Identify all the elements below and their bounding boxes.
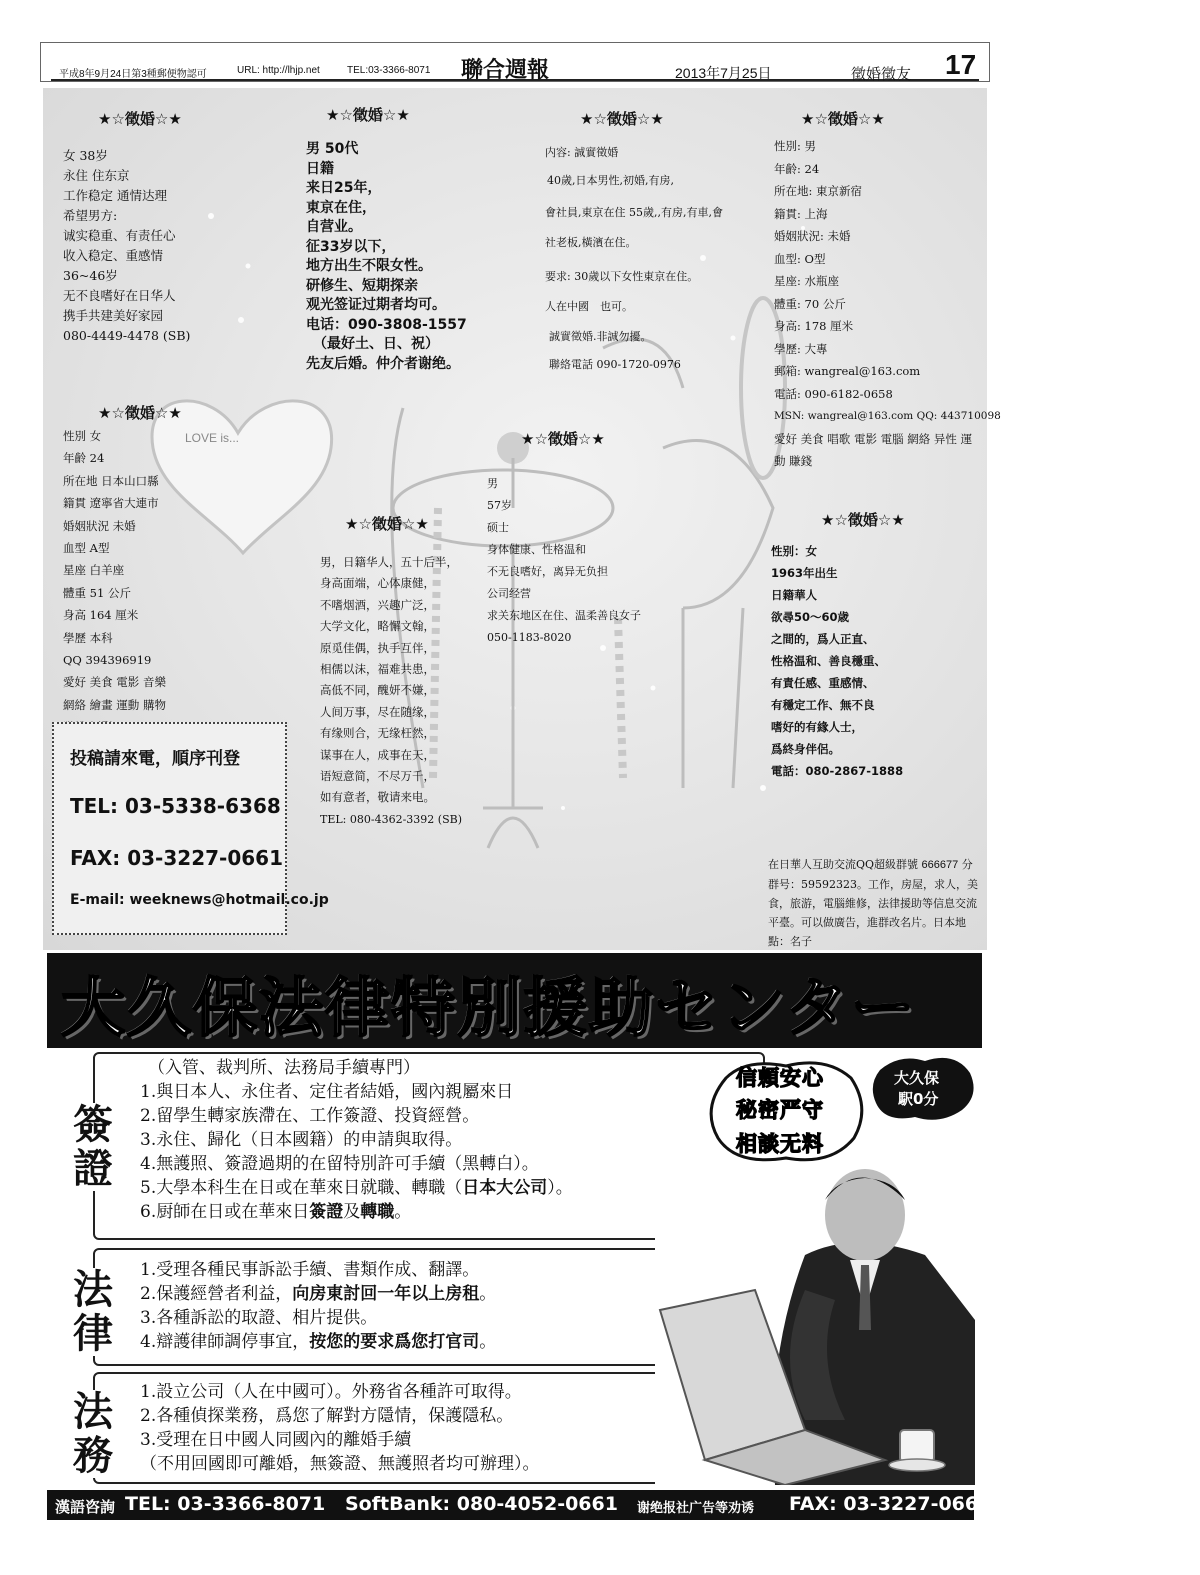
ad4-line: 電話: 090-6182-0658 xyxy=(774,386,893,401)
ad6-line: 不无良嗜好，离异无负担 xyxy=(487,565,608,578)
ad6-body xyxy=(487,473,641,649)
issue-date: 2013年7月25日 xyxy=(675,65,772,81)
header-tel: TEL:03-3366-8071 xyxy=(347,65,431,76)
ad4-line: MSN: wangreal@163.com QQ: 443710098 xyxy=(774,410,1001,422)
ad8-line: 爲終身伴侶。 xyxy=(771,742,840,756)
ad7-line: 如有意者，敬请来电。 xyxy=(320,790,435,805)
affairs-line: 2.各種偵探業務，爲您了解對方隱情，保護隱私。 xyxy=(140,1406,514,1426)
ad8-body xyxy=(771,540,903,782)
ad1-line: 无不良嗜好在日华人 xyxy=(63,288,176,303)
slogan-bubble xyxy=(706,1058,866,1162)
ad2-body xyxy=(306,140,467,374)
slogan-free-consultation: 相談无料 xyxy=(736,1132,824,1156)
law-line xyxy=(140,1282,496,1306)
ad3-line: 40歲,日本男性,初婚,有房, xyxy=(547,174,674,187)
ad7-body xyxy=(320,552,462,830)
visa-label xyxy=(68,1103,118,1191)
station-badge xyxy=(870,1055,976,1121)
visa-line-text: 5.大學本科生在日或在華來日就職、轉職（ xyxy=(140,1178,463,1198)
law-line-bold: 向房東討回一年以上房租 xyxy=(292,1284,480,1304)
slogan-trustworthy: 信頼安心 xyxy=(736,1066,824,1090)
ad2-line: 東京在住， xyxy=(306,199,376,216)
ad4-body xyxy=(774,135,1001,473)
visa-line: 1.與日本人、永住者、定住者結婚，國內親屬來日 xyxy=(140,1082,514,1102)
submission-tel: TEL: 03-5338-6368 xyxy=(70,794,281,818)
ad5-line: 學歷 本科 xyxy=(63,630,113,645)
visa-label-text: 簽證 xyxy=(73,1101,113,1192)
ad2-line: （最好土、日、祝） xyxy=(306,336,439,352)
ad5-line: 婚姻狀況 未婚 xyxy=(63,518,136,533)
ad8-line: 之間的，爲人正直、 xyxy=(771,632,875,646)
ad1-line: 携手共建美好家园 xyxy=(63,308,164,323)
law-list xyxy=(140,1258,496,1354)
ad8-line: 欲尋50～60歳 xyxy=(771,610,850,624)
ad3-line: 社老板,橫濱在住。 xyxy=(545,236,637,249)
ad1-line: 永住 住东京 xyxy=(63,168,130,183)
law-label-text: 法律 xyxy=(73,1266,113,1357)
visa-line-text: ）。 xyxy=(547,1178,573,1198)
ad6-line: 男 xyxy=(487,477,498,490)
section-name: 徵婚徵友 xyxy=(851,65,912,83)
submission-contact-box xyxy=(52,722,329,935)
ad5-line: 性別 女 xyxy=(63,429,102,443)
visa-line-bold: 簽證 xyxy=(309,1202,344,1222)
ad4-line: 年齡: 24 xyxy=(774,161,820,176)
ad3-line: 誠實徵婚.非誠勿擾。 xyxy=(549,330,652,343)
ad8-line: 1963年出生 xyxy=(771,566,838,580)
love-is-text: LOVE is... xyxy=(185,431,240,445)
ad4-line: 性別: 男 xyxy=(774,139,817,153)
ad8-line: 有穩定工作、無不良 xyxy=(771,698,875,712)
ad2-line: 观光签证过期者均可。 xyxy=(306,297,446,313)
ad2-line: 研修生、短期探亲 xyxy=(306,277,418,294)
ad4-line: 血型: O型 xyxy=(774,251,826,266)
ad2-line: 征33岁以下， xyxy=(306,238,396,255)
visa-list xyxy=(140,1056,573,1224)
postal-permit: 平成8年9月24日第3種郵便物認可 xyxy=(59,69,207,80)
ad5-body xyxy=(63,425,166,739)
ad4-line: 體重: 70 公斤 xyxy=(774,296,846,311)
ad4-line: 所在地: 東京新宿 xyxy=(774,184,863,198)
visa-line: （入管、裁判所、法務局手續專門） xyxy=(148,1058,420,1078)
ad5-title: ★☆徵婚☆★ xyxy=(98,404,182,422)
ad5-line: 年齡 24 xyxy=(63,451,105,466)
ad6-line: 050-1183-8020 xyxy=(487,631,572,644)
law-line-text: 。 xyxy=(479,1332,497,1352)
visa-line-text: 6.厨師在日或在華來日 xyxy=(140,1202,310,1222)
affairs-line: 3.受理在日中國人同國內的離婚手續 xyxy=(140,1430,412,1450)
ad8-line: 有責任感、重感情、 xyxy=(771,676,875,690)
affairs-line: 1.設立公司（人在中國可）。外務省各種許可取得。 xyxy=(140,1382,522,1402)
station-distance: 駅0分 xyxy=(898,1090,939,1108)
ad1-line: 工作稳定 通情达理 xyxy=(63,188,167,203)
ad5-line: 體重 51 公斤 xyxy=(63,585,131,600)
visa-line: 3.永住、歸化（日本國籍）的申請與取得。 xyxy=(140,1130,463,1150)
ad5-line: 血型 A型 xyxy=(63,541,110,556)
ad6-line: 硕士 xyxy=(487,521,509,534)
footer-fax: FAX: 03-3227-0661 xyxy=(789,1493,992,1515)
qq-notice-text-2: 分群号：59592323。工作，房屋，求人，美食，旅游，電腦維修，法律援助等信息交流平臺。可以做廣告，進群改名片。日本地點：名子 xyxy=(768,858,978,948)
ad5-line: 籍貫 遼寧省大連市 xyxy=(63,496,159,511)
ad5-line: 身高 164 厘米 xyxy=(63,608,139,623)
ad7-line: TEL: 080-4362-3392 (SB) xyxy=(320,812,462,826)
ad5-line: 星座 白羊座 xyxy=(63,563,125,578)
ad3-line: 人在中國 也可。 xyxy=(545,300,633,313)
ad4-line: 星座: 水瓶座 xyxy=(774,274,840,288)
ad7-line: 谋事在人，成事在天， xyxy=(320,747,435,762)
ad4-line[interactable]: 郵箱: wangreal@163.com xyxy=(774,364,921,378)
ad5-line: 所在地 日本山口縣 xyxy=(63,473,159,488)
ad2-title: ★☆徵婚☆★ xyxy=(326,106,410,124)
ad5-line: QQ 394396919 xyxy=(63,653,152,668)
ad-footer xyxy=(47,1490,992,1520)
submission-heading: 投稿請來電，順序刊登 xyxy=(70,749,240,769)
ad5-line: 愛好 美食 電影 音樂 xyxy=(63,675,166,690)
ad8-line: 性格温和、善良穩重、 xyxy=(771,654,886,668)
ad1-body xyxy=(63,146,190,346)
ad7-line: 身高面端，心体康健， xyxy=(320,576,435,591)
ad7-line: 人间万事，尽在随缘， xyxy=(320,704,435,719)
ad2-line: 先友后婚。仲介者谢绝。 xyxy=(306,355,460,372)
ad4-line: 學歷: 大專 xyxy=(774,341,828,356)
consult-label: 漢語咨詢 xyxy=(55,1498,116,1516)
ad6-title: ★☆徵婚☆★ xyxy=(521,430,605,448)
station-name: 大久保 xyxy=(894,1069,940,1087)
visa-line-text: 及 xyxy=(343,1202,361,1222)
visa-line xyxy=(140,1176,573,1200)
ad3-line: 會社員,東京在住 55歲,,有房,有車,會 xyxy=(545,206,723,219)
ad3-line: 聯絡電話 090-1720-0976 xyxy=(549,358,681,371)
ad6-line: 身体健康、性格温和 xyxy=(487,543,586,556)
ad7-line: 高低不同，醜妍不嫌， xyxy=(320,683,435,698)
header-url[interactable]: URL: http://lhjp.net xyxy=(237,65,320,76)
visa-line: 4.無護照、簽證過期的在留特別許可手續（黑轉白）。 xyxy=(140,1154,539,1174)
law-line-bold: 按您的要求爲您打官司 xyxy=(309,1332,480,1352)
banner-title: 大久保法律特別援助センター xyxy=(61,972,917,1046)
ad4-line: 愛好 美食 唱歌 電影 電腦 網絡 异性 運 xyxy=(774,431,973,446)
ad4-title: ★☆徵婚☆★ xyxy=(801,110,885,128)
ad2-line: 地方出生不限女性。 xyxy=(306,258,432,274)
visa-line-bold: 日本大公司 xyxy=(462,1178,548,1198)
ad7-title: ★☆徵婚☆★ xyxy=(345,515,429,533)
law-line: 1.受理各種民事訴訟手續、書類作成、翻譯。 xyxy=(140,1260,480,1280)
ad1-line: 诚实稳重、有责任心 xyxy=(63,228,176,243)
ad7-line: 有缘则合，无缘枉然， xyxy=(320,726,435,741)
masthead: 聯合週報 xyxy=(461,58,550,83)
ad3-title: ★☆徵婚☆★ xyxy=(580,110,664,128)
qq-group-number: 666677 xyxy=(921,859,959,871)
law-line-text: 。 xyxy=(479,1284,497,1304)
law-line xyxy=(140,1330,496,1354)
law-label xyxy=(68,1268,118,1356)
ad7-line: 男，日籍华人，五十后半， xyxy=(320,555,458,569)
qq-notice-text: 在日華人互助交流QQ超級群號 xyxy=(768,858,922,871)
ad3-body xyxy=(545,144,723,378)
ad2-line: 来日25年， xyxy=(306,180,382,196)
ad2-line: 男 50代 xyxy=(306,141,359,157)
page-number: 17 xyxy=(945,49,977,80)
ad6-line: 公司经营 xyxy=(487,587,531,600)
law-line-text: 4.辯護律師調停事宜， xyxy=(140,1332,310,1352)
qq-group-notice xyxy=(768,855,982,951)
slogan-confidential: 秘密严守 xyxy=(736,1098,824,1122)
ad8-line: 嗜好的有緣人士， xyxy=(771,720,863,734)
ad1-line: 女 38岁 xyxy=(63,148,108,163)
affairs-list xyxy=(140,1380,540,1476)
ad8-line: 日籍華人 xyxy=(771,588,817,602)
visa-line-text: 。 xyxy=(394,1202,412,1222)
legal-center-banner xyxy=(47,953,982,1048)
ad8-line: 性别：女 xyxy=(771,544,817,558)
ad4-line: 籍貫: 上海 xyxy=(774,206,828,221)
ad3-line: 要求: 30歲以下女性東京在住。 xyxy=(545,270,699,283)
ad1-line: 36~46岁 xyxy=(63,268,118,283)
ad7-line: 不嗜烟酒，兴趣广泛， xyxy=(320,597,435,612)
ad1-line: 收入稳定、重感情 xyxy=(63,248,164,263)
page-header xyxy=(40,42,990,82)
ad8-title: ★☆徵婚☆★ xyxy=(821,511,905,529)
ad7-line: 相儒以沫，福难共患， xyxy=(320,662,435,677)
ad2-line: 电话：090-3808-1557 xyxy=(306,316,467,333)
ad4-line: 身高: 178 厘米 xyxy=(774,319,854,333)
ad8-line: 電話：080-2867-1888 xyxy=(771,764,904,778)
ad7-line: 语短意简，不尽万千， xyxy=(320,769,435,784)
ad2-line: 日籍 xyxy=(306,160,334,177)
footer-softbank: SoftBank: 080-4052-0661 xyxy=(345,1493,618,1515)
affairs-label xyxy=(68,1390,118,1478)
visa-line: 2.留學生轉家族滯在、工作簽證、投資經營。 xyxy=(140,1106,480,1126)
footer-tel: TEL: 03-3366-8071 xyxy=(125,1493,326,1515)
ad2-line: 自营业。 xyxy=(306,219,362,235)
ad1-title: ★☆徵婚☆★ xyxy=(98,110,182,128)
ad4-line: 婚姻狀況: 未婚 xyxy=(774,229,851,243)
ad7-line: 大学文化，略懈文翰， xyxy=(320,619,435,634)
ad6-line: 57岁 xyxy=(487,499,512,512)
ad3-line: 内容: 誠實徵婚 xyxy=(545,146,619,159)
affairs-line: （不用回國即可離婚，無簽證、無護照者均可辦理）。 xyxy=(140,1454,540,1474)
ad1-line: 希望男方: xyxy=(63,208,118,223)
ad5-line: 網絡 繪畫 運動 購物 xyxy=(63,697,166,712)
visa-line xyxy=(140,1200,573,1224)
ad6-line: 求关东地区在住、温柔善良女子 xyxy=(487,609,641,622)
ad1-line: 080-4449-4478 (SB) xyxy=(63,328,191,343)
ad7-line: 原觅佳偶，执手互伴， xyxy=(320,640,435,655)
submission-fax: FAX: 03-3227-0661 xyxy=(70,846,283,870)
affairs-label-text: 法務 xyxy=(73,1388,113,1479)
visa-line-bold: 轉職 xyxy=(360,1202,395,1222)
ad4-line: 動 賺錢 xyxy=(774,454,813,468)
law-line: 3.各種訴訟的取證、相片提供。 xyxy=(140,1308,378,1328)
law-line-text: 2.保護經營者利益， xyxy=(140,1284,293,1304)
footer-notice: 谢绝报社广告等劝诱 xyxy=(637,1501,755,1516)
businessman-photo xyxy=(655,1160,980,1485)
submission-email[interactable]: E-mail: weeknews@hotmail.co.jp xyxy=(70,892,329,908)
